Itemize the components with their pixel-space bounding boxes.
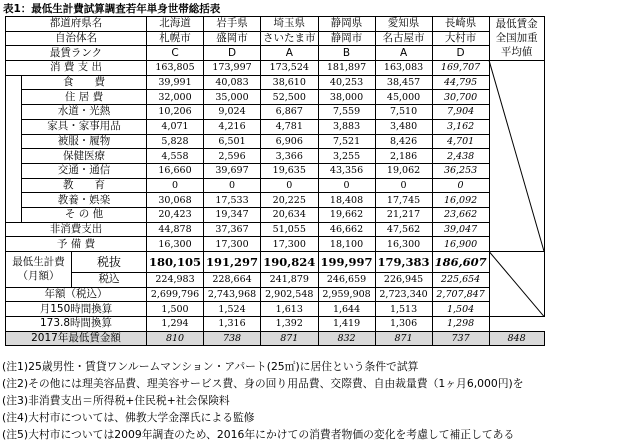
table-row [6,105,545,120]
cell: 21,217 [375,207,432,222]
cell: 2,438 [432,149,489,164]
cell: 7,521 [318,134,375,149]
cell: 38,457 [375,75,432,90]
row-label-nonconsumption: 非消費支出 [6,222,147,237]
table-row [6,90,545,105]
pref-iwate: 岩手県 [204,17,261,32]
cell: 169,707 [432,61,489,76]
table-row [6,302,545,317]
cell: 180,105 [147,252,204,273]
cell: 17,533 [204,193,261,208]
cell: 4,781 [261,119,319,134]
cell: 2,186 [375,149,432,164]
cell: 1,524 [204,302,261,317]
avg-label-2: 全国加重 [489,31,544,46]
cell: 40,083 [204,75,261,90]
note-2: (注2)その他には理美容品費、理美容サービス費、身の回り用品費、交際費、自由裁量費（1ヶ月6,000円)を [2,377,524,390]
cell: 16,660 [147,163,204,178]
cell: 1,392 [261,317,319,332]
cell: 43,356 [318,163,375,178]
cell: 19,662 [318,207,375,222]
minwage-avg: 848 [489,331,544,346]
avg-label-3: 平均値 [489,46,544,61]
city-saitama: さいたま市 [261,31,319,46]
cell: 2,699,796 [147,287,204,302]
header-row-rank [6,46,545,61]
table-title: 表1：最低生計費試算調査若年単身世帯総括表 [3,3,221,15]
row-label-food: 食 費 [22,75,147,90]
row-label-consumption: 消 費 支 出 [6,61,147,76]
row-label-education: 教 育 [22,178,147,193]
cell: 163,083 [375,61,432,76]
cell: 1,644 [318,302,375,317]
cell: 7,559 [318,105,375,120]
header-row-prefecture [6,17,545,32]
cell: 19,062 [375,163,432,178]
rank-4: A [375,46,432,61]
diagonal-empty-cell [489,61,544,252]
cell: 4,071 [147,119,204,134]
cell: 2,959,908 [318,287,375,302]
cell: 1,613 [261,302,319,317]
cell: 5,828 [147,134,204,149]
cell: 36,253 [432,163,489,178]
row-label-150h: 月150時間換算 [6,302,147,317]
table-row [6,75,545,90]
city-label: 自治体名 [6,31,147,46]
row-label-transport: 交通・通信 [22,163,147,178]
city-shizuoka: 静岡市 [318,31,375,46]
table-row [6,207,545,222]
cell: 832 [318,331,375,346]
city-morioka: 盛岡市 [204,31,261,46]
cell: 1,298 [432,317,489,332]
cell: 37,367 [204,222,261,237]
cell: 39,697 [204,163,261,178]
cell: 39,991 [147,75,204,90]
cell: 38,000 [318,90,375,105]
cell: 173,997 [204,61,261,76]
avg-label-1: 最低賃金 [489,17,544,32]
rank-2: A [261,46,319,61]
cell: 228,664 [204,273,261,288]
indent-spacer [6,119,22,134]
cell: 0 [147,178,204,193]
header-row-city [6,31,545,46]
note-5: (注5)大村市については2009年調査のため、2016年にかけての消費者物価の変化を考慮して補正してある [2,428,515,441]
cell: 181,897 [318,61,375,76]
cell: 186,607 [432,252,489,273]
cell: 39,047 [432,222,489,237]
indent-spacer [6,134,22,149]
cell: 737 [432,331,489,346]
city-nagoya: 名古屋市 [375,31,432,46]
notes [2,358,524,443]
cell: 810 [147,331,204,346]
row-label-medical: 保健医療 [22,149,147,164]
rank-label: 最賃ランク [6,46,147,61]
table-row [6,222,545,237]
cell: 19,347 [204,207,261,222]
table-row [6,134,545,149]
cell: 6,501 [204,134,261,149]
cell: 45,000 [375,90,432,105]
cell: 52,500 [261,90,319,105]
cell: 44,878 [147,222,204,237]
cell: 0 [375,178,432,193]
row-label-minwage: 2017年最低賃金額 [6,331,147,346]
cell: 30,068 [147,193,204,208]
cell: 871 [261,331,319,346]
cell: 1,419 [318,317,375,332]
cell: 3,366 [261,149,319,164]
cell: 190,824 [261,252,319,273]
rank-0: C [147,46,204,61]
cell: 2,707,847 [432,287,489,302]
cell: 20,634 [261,207,319,222]
cell: 47,562 [375,222,432,237]
indent-spacer [6,75,22,90]
cell: 2,743,968 [204,287,261,302]
row-label-min-living [6,252,72,288]
cell: 18,100 [318,237,375,252]
table-row [6,252,545,273]
cell: 0 [261,178,319,193]
table-row [6,273,545,288]
note-3: (注3)非消費支出＝所得税+住民税+社会保険料 [2,394,230,407]
cell: 16,300 [147,237,204,252]
pref-label: 都道府県名 [6,17,147,32]
row-label-annual: 年額（税込） [6,287,147,302]
indent-spacer [6,178,22,193]
cell: 6,906 [261,134,319,149]
cell: 2,596 [204,149,261,164]
row-label-housing: 住 居 費 [22,90,147,105]
row-label-other: そ の 他 [22,207,147,222]
cell: 4,701 [432,134,489,149]
cell: 20,423 [147,207,204,222]
cell: 4,558 [147,149,204,164]
cell: 1,504 [432,302,489,317]
cell: 226,945 [375,273,432,288]
table-row [6,149,545,164]
cell: 40,253 [318,75,375,90]
cell: 19,635 [261,163,319,178]
cell: 3,162 [432,119,489,134]
min-living-label-2: （月額） [17,270,60,283]
cell: 16,300 [375,237,432,252]
cell: 738 [204,331,261,346]
cell: 7,904 [432,105,489,120]
cell: 16,092 [432,193,489,208]
indent-spacer [6,193,22,208]
cell: 179,383 [375,252,432,273]
row-label-utilities: 水道・光熱 [22,105,147,120]
cell: 17,745 [375,193,432,208]
cell: 8,426 [375,134,432,149]
table-row [6,61,545,76]
indent-spacer [6,149,22,164]
note-4: (注4)大村市については、佛教大学金澤氏による監修 [2,411,255,424]
cell: 3,480 [375,119,432,134]
cell: 3,883 [318,119,375,134]
cell: 17,300 [261,237,319,252]
cell: 1,306 [375,317,432,332]
cell: 23,662 [432,207,489,222]
note-1: (注1)25歳男性・賃貸ワンルームマンション・アパート(25㎡)に居住という条件で試算 [2,360,419,373]
cell: 7,510 [375,105,432,120]
cell: 0 [318,178,375,193]
pref-saitama: 埼玉県 [261,17,319,32]
row-label-173h: 173.8時間換算 [6,317,147,332]
table-row [6,237,545,252]
table-row [6,331,545,346]
cell: 9,024 [204,105,261,120]
indent-spacer [6,90,22,105]
city-sapporo: 札幌市 [147,31,204,46]
pref-nagasaki: 長崎県 [432,17,489,32]
rank-1: D [204,46,261,61]
cell: 2,723,340 [375,287,432,302]
cell: 32,000 [147,90,204,105]
pref-aichi: 愛知県 [375,17,432,32]
cell: 4,216 [204,119,261,134]
table-row [6,178,545,193]
cell: 0 [204,178,261,193]
cell: 16,900 [432,237,489,252]
cell: 1,500 [147,302,204,317]
pref-hokkaido: 北海道 [147,17,204,32]
table-row [6,193,545,208]
cell: 871 [375,331,432,346]
cell: 1,294 [147,317,204,332]
cell: 1,316 [204,317,261,332]
cell: 246,659 [318,273,375,288]
row-label-culture: 教養・娯楽 [22,193,147,208]
cell: 173,524 [261,61,319,76]
rank-3: B [318,46,375,61]
cell: 44,795 [432,75,489,90]
cell: 46,662 [318,222,375,237]
min-living-label-1: 最低生計費 [12,256,65,269]
cell: 191,297 [204,252,261,273]
cell: 18,408 [318,193,375,208]
cell: 20,225 [261,193,319,208]
cell: 199,997 [318,252,375,273]
cell: 0 [432,178,489,193]
cell: 17,300 [204,237,261,252]
cell: 6,867 [261,105,319,120]
cell: 225,654 [432,273,489,288]
indent-spacer [6,207,22,222]
pre-tax-label: 税抜 [72,252,147,273]
cell: 163,805 [147,61,204,76]
cell: 3,255 [318,149,375,164]
diagonal-empty-cell-lower [489,252,544,317]
tax-in-label: 税込 [72,273,147,288]
cell: 10,206 [147,105,204,120]
pref-shizuoka: 静岡県 [318,17,375,32]
indent-spacer [6,163,22,178]
row-label-clothing: 被服・履物 [22,134,147,149]
table-row [6,119,545,134]
cell: 35,000 [204,90,261,105]
indent-spacer [6,105,22,120]
table-row [6,317,545,332]
cell: 38,610 [261,75,319,90]
row-label-furniture: 家具・家事用品 [22,119,147,134]
table-row [6,163,545,178]
table-row [6,287,545,302]
city-omura: 大村市 [432,31,489,46]
cell: 1,513 [375,302,432,317]
rank-5: D [432,46,489,61]
summary-table [5,16,545,346]
cell: 51,055 [261,222,319,237]
cell: 2,902,548 [261,287,319,302]
cell: 241,879 [261,273,319,288]
cell: 30,700 [432,90,489,105]
cell: 224,983 [147,273,204,288]
row-label-reserve: 予 備 費 [6,237,147,252]
